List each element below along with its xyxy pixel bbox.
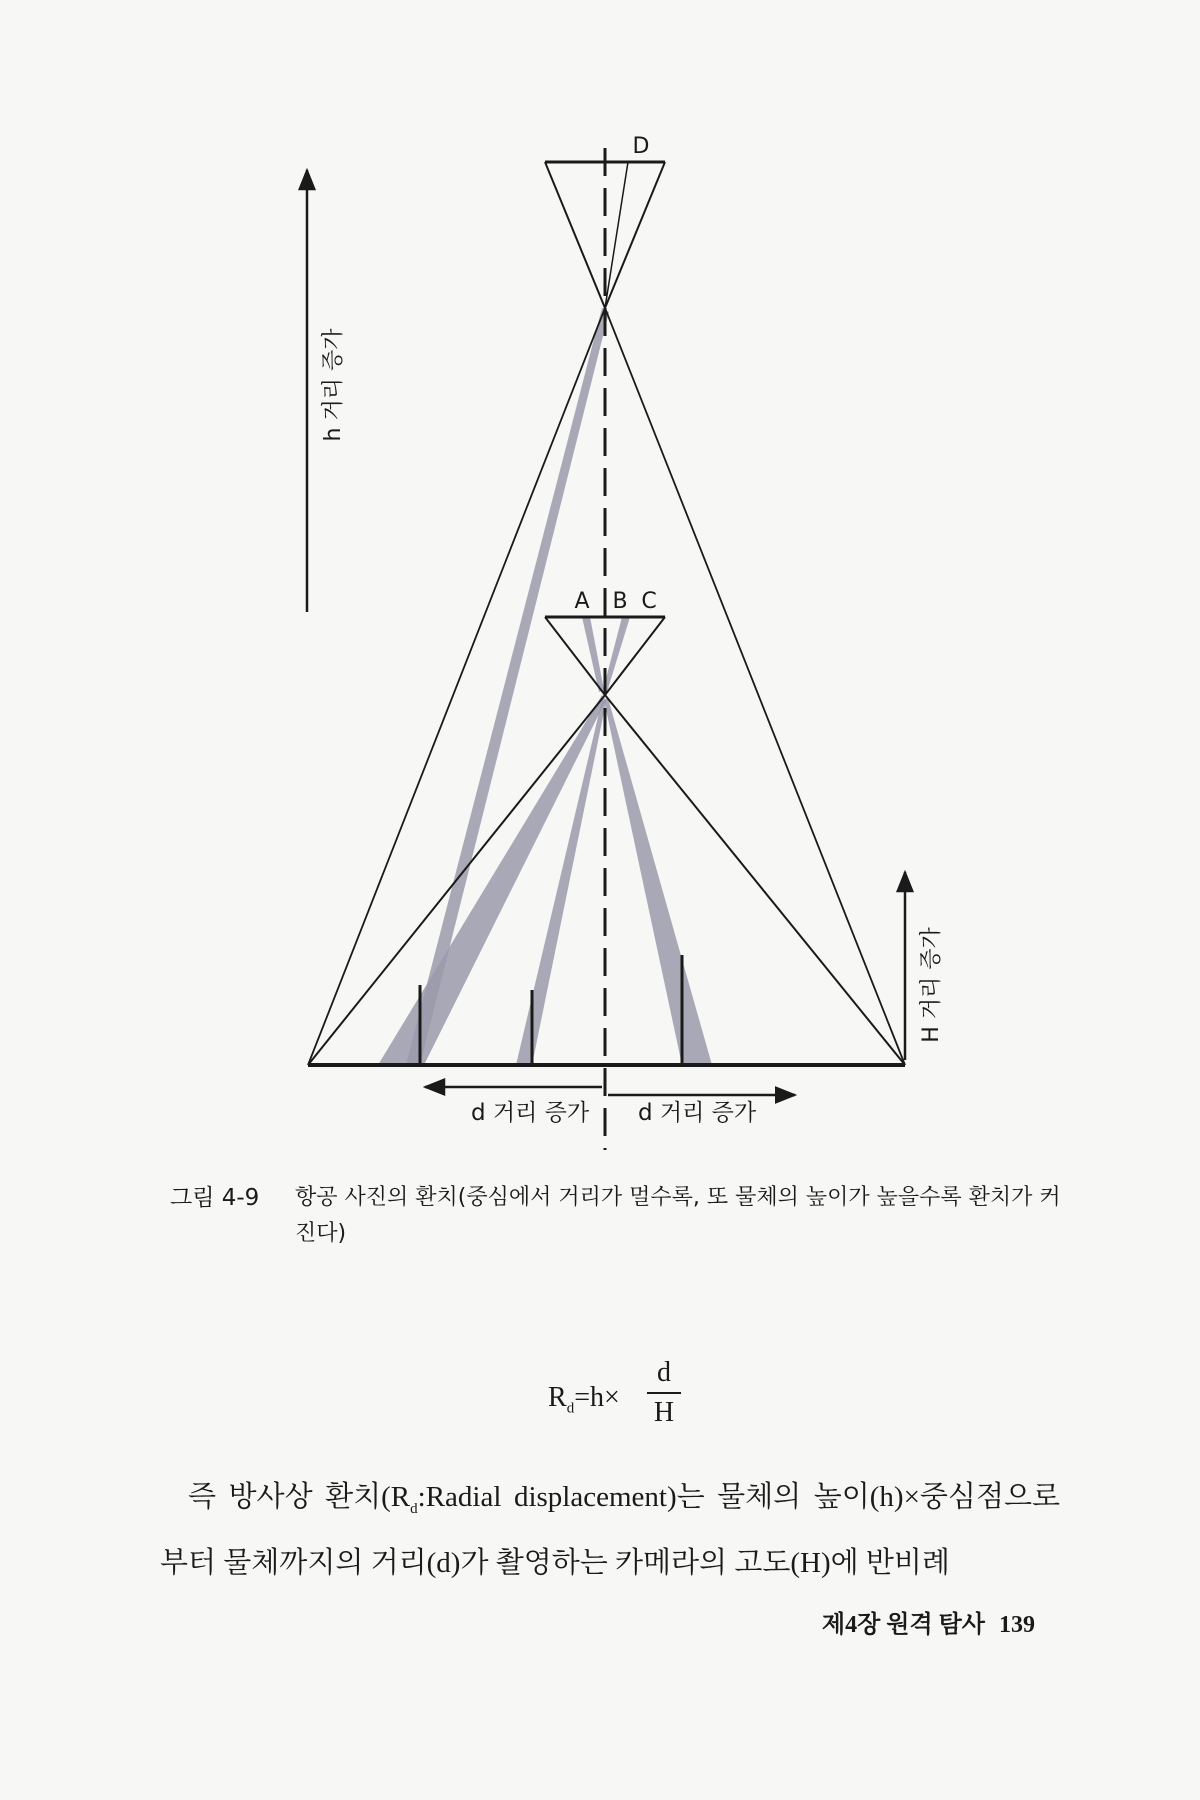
caption-text: 항공 사진의 환치(중심에서 거리가 멀수록, 또 물체의 높이가 높을수록 환치가 커진다) <box>295 1185 1061 1246</box>
formula-lhs: $R_d=h\times$ <box>548 1382 620 1417</box>
band-far-left <box>406 308 609 1065</box>
formula-denominator: H <box>653 1397 675 1428</box>
label-A: A <box>574 589 590 614</box>
formula-numerator: d <box>657 1357 671 1388</box>
shaded-bands <box>378 308 712 1065</box>
label-D: D <box>632 134 650 159</box>
band-mid-left <box>516 700 606 1065</box>
formula-fraction <box>646 1354 682 1432</box>
big-cone-right <box>605 308 905 1065</box>
label-C: C <box>641 589 657 614</box>
label-B: B <box>612 589 628 614</box>
lens-top-right-ray <box>605 162 665 308</box>
band-right <box>604 698 712 1065</box>
figure-caption <box>170 1180 1070 1252</box>
label-d-right: d 거리 증가 <box>637 1100 757 1126</box>
caption-number: 그림 4-9 <box>170 1185 260 1211</box>
label-H-axis: H 거리 증가 <box>919 927 944 1043</box>
chapter-title: 제4장 원격 탐사 <box>821 1612 985 1638</box>
body-paragraph: 즉 방사상 환치($R_d:Radial$ displacement)는 물체의 높이(h)×중심점으로 부터 물체까지의 거리(d)가 촬영하는 카메라의 고도(H)에 반비례 <box>160 1481 1060 1579</box>
label-h-axis: h 거리 증가 <box>321 328 346 442</box>
label-d-left: d 거리 증가 <box>470 1100 590 1126</box>
lens-top-inner-ray <box>605 162 628 308</box>
page-number: 139 <box>999 1612 1035 1638</box>
lens-top-left-ray <box>545 162 605 308</box>
displacement-formula <box>548 1354 708 1444</box>
page-footer <box>822 1604 1035 1639</box>
